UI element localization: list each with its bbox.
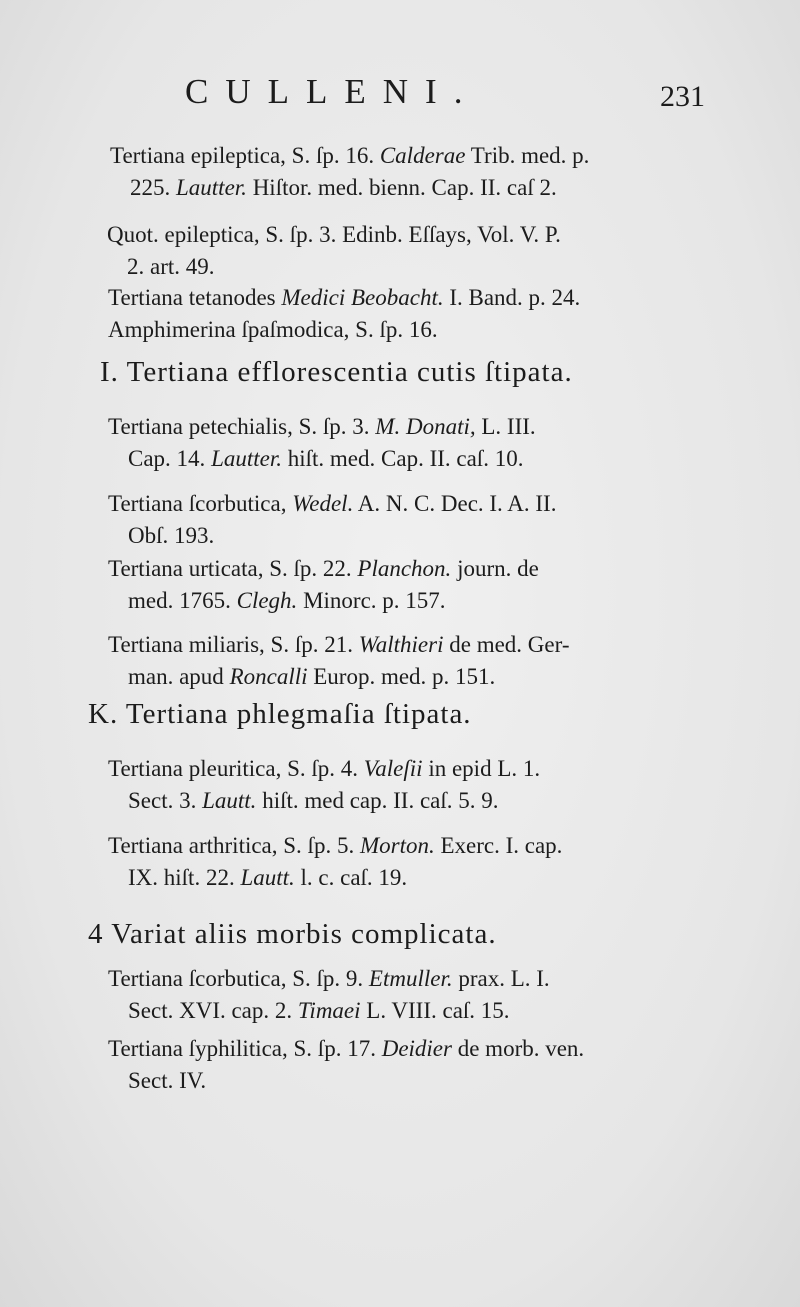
bibliography-entry [108, 629, 569, 693]
entry-text: Europ. med. p. 151. [307, 664, 496, 689]
entry-line [110, 140, 589, 172]
running-head: CULLENI. [185, 72, 480, 111]
entry-text: A. N. C. Dec. I. A. II. [353, 491, 557, 516]
entry-text: prax. L. I. [452, 966, 550, 991]
author-citation: Deidier [381, 1036, 452, 1061]
entry-line [108, 282, 580, 314]
entry-text: I. Band. p. 24. [443, 285, 581, 310]
entry-text: Tertiana pleuritica, S. ſp. 4. [108, 756, 364, 781]
bibliography-entry [110, 140, 589, 204]
section-heading: K. Tertiana phlegmaſia ſtipata. [88, 698, 472, 730]
author-citation: M. Donati, [375, 414, 476, 439]
entry-text: de morb. ven. [451, 1036, 585, 1061]
entry-text: Amphimerina ſpaſmodica, S. ſp. 16. [108, 317, 438, 342]
bibliography-entry [108, 1033, 584, 1097]
page-number: 231 [660, 80, 705, 113]
author-citation: Roncalli [229, 664, 308, 689]
entry-line [108, 1033, 584, 1065]
author-citation: Planchon. [357, 556, 452, 581]
entry-text: Hiſtor. med. bienn. Cap. II. caſ 2. [246, 175, 557, 200]
bibliography-entry [108, 488, 556, 552]
entry-line [108, 488, 556, 520]
entry-continuation-line [107, 251, 561, 283]
entry-continuation-line [108, 661, 569, 693]
entry-text: Tertiana epileptica, S. ſp. 16. [110, 143, 380, 168]
entry-text: hiſt. med cap. II. caſ. 5. 9. [256, 788, 499, 813]
entry-text: Minorc. p. 157. [297, 588, 446, 613]
author-citation: Lautt. [240, 865, 295, 890]
bibliography-entry [108, 753, 540, 817]
entry-text: in epid L. 1. [422, 756, 541, 781]
entry-text: Cap. 14. [128, 446, 212, 471]
bibliography-entry [108, 411, 536, 475]
entry-continuation-line [108, 995, 550, 1027]
bibliography-entry [107, 219, 561, 283]
author-citation: Timaei [297, 998, 361, 1023]
author-citation: Walthieri [358, 632, 444, 657]
bibliography-entry [108, 963, 550, 1027]
entry-text: Tertiana ſcorbutica, S. ſp. 9. [108, 966, 369, 991]
entry-text: med. 1765. [128, 588, 237, 613]
entry-text: L. VIII. caſ. 15. [360, 998, 510, 1023]
author-citation: Lautter. [211, 446, 282, 471]
entry-line [108, 830, 562, 862]
entry-text: Tertiana urticata, S. ſp. 22. [108, 556, 358, 581]
entry-line [108, 963, 550, 995]
entry-text: Exerc. I. cap. [434, 833, 563, 858]
entry-continuation-line [110, 172, 589, 204]
bibliography-entry [108, 553, 539, 617]
author-citation: Clegh. [236, 588, 298, 613]
entry-text: 2. art. 49. [127, 254, 215, 279]
entry-text: l. c. caſ. 19. [294, 865, 408, 890]
entry-text: Sect. 3. [128, 788, 203, 813]
entry-line [108, 411, 536, 443]
entry-line [107, 219, 561, 251]
entry-text: L. III. [475, 414, 536, 439]
bibliography-entry [108, 830, 562, 894]
entry-text: Trib. med. p. [465, 143, 590, 168]
entry-continuation-line [108, 862, 562, 894]
entry-text: hiſt. med. Cap. II. caſ. 10. [282, 446, 524, 471]
author-citation: Morton. [359, 833, 435, 858]
entry-continuation-line [108, 785, 540, 817]
entry-text: Tertiana tetanodes [108, 285, 282, 310]
bibliography-entry [108, 314, 438, 346]
author-citation: Wedel. [292, 491, 354, 516]
entry-text: Tertiana miliaris, S. ſp. 21. [108, 632, 359, 657]
entry-text: man. apud [128, 664, 230, 689]
entry-text: Tertiana arthritica, S. ſp. 5. [108, 833, 360, 858]
author-citation: Medici Beobacht. [281, 285, 444, 310]
entry-text: 225. [130, 175, 176, 200]
entry-line [108, 553, 539, 585]
section-heading: 4 Variat aliis morbis complicata. [88, 918, 497, 950]
author-citation: Valeſii [363, 756, 423, 781]
entry-text: Tertiana ſcorbutica, [108, 491, 293, 516]
author-citation: Etmuller. [368, 966, 453, 991]
entry-line [108, 753, 540, 785]
author-citation: Lautt. [202, 788, 257, 813]
entry-text: Sect. IV. [128, 1068, 207, 1093]
entry-text: de med. Ger- [443, 632, 570, 657]
bibliography-entry [108, 282, 580, 314]
entry-continuation-line [108, 443, 536, 475]
entry-continuation-line [108, 1065, 584, 1097]
page-header [0, 72, 800, 122]
entry-continuation-line [108, 585, 539, 617]
entry-text: Obſ. 193. [128, 523, 215, 548]
entry-text: Tertiana petechialis, S. ſp. 3. [108, 414, 376, 439]
author-citation: Lautter. [176, 175, 247, 200]
entry-line [108, 314, 438, 346]
entry-text: Quot. epileptica, S. ſp. 3. Edinb. Eſſays, Vol. V. P. [107, 222, 561, 247]
entry-text: Sect. XVI. cap. 2. [128, 998, 298, 1023]
entry-line [108, 629, 569, 661]
author-citation: Calderae [379, 143, 466, 168]
entry-continuation-line [108, 520, 556, 552]
entry-text: IX. hiſt. 22. [128, 865, 241, 890]
entry-text: Tertiana ſyphilitica, S. ſp. 17. [108, 1036, 382, 1061]
section-heading: I. Tertiana efflorescentia cutis ſtipata. [100, 356, 573, 388]
entry-text: journ. de [451, 556, 539, 581]
